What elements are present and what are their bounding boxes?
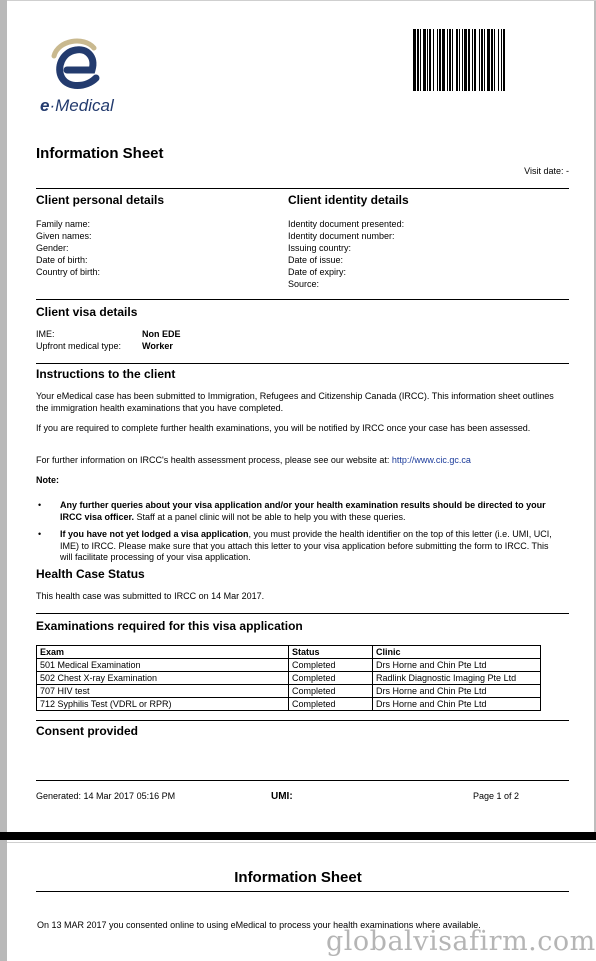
- table-header-row: [37, 646, 541, 659]
- footer-divider: [36, 780, 569, 781]
- page-2-title: Information Sheet: [234, 869, 362, 886]
- status-cell: Completed: [289, 685, 373, 698]
- ircc-website-link[interactable]: http://www.cic.gc.ca: [391, 455, 471, 465]
- personal-field-list: [36, 218, 100, 278]
- clinic-cell: Drs Horne and Chin Pte Ltd: [373, 685, 541, 698]
- table-row: [37, 659, 541, 672]
- column-header: Exam: [37, 646, 289, 659]
- clinic-cell: Drs Horne and Chin Pte Ltd: [373, 659, 541, 672]
- exam-cell: 707 HIV test: [37, 685, 289, 698]
- bullet-icon: •: [38, 529, 42, 539]
- table-row: [37, 698, 541, 711]
- table-row: [37, 685, 541, 698]
- identity-details-heading: Client identity details: [288, 193, 409, 207]
- emedical-logo-text: e·Medical: [40, 96, 114, 115]
- visit-date: Visit date: -: [524, 166, 569, 176]
- field-label: Identity document presented:: [288, 219, 405, 229]
- divider: [36, 363, 569, 364]
- left-margin-bar: [0, 840, 7, 961]
- visa-details-heading: Client visa details: [36, 305, 138, 319]
- barcode-icon: [413, 29, 569, 91]
- divider: [36, 891, 569, 892]
- bullet-icon: •: [38, 500, 42, 510]
- ime-label: IME:: [36, 329, 55, 339]
- field-label: Date of issue:: [288, 255, 344, 265]
- instructions-paragraph-3: For further information on IRCC's health assessment process, please see our website at: http://www.cic.gc.ca: [36, 455, 471, 465]
- page-separator: [0, 832, 596, 840]
- status-cell: Completed: [289, 672, 373, 685]
- page-title: Information Sheet: [36, 145, 164, 162]
- status-cell: Completed: [289, 659, 373, 672]
- medical-type-value: Worker: [142, 341, 173, 351]
- page-top-edge: [7, 0, 596, 1]
- health-case-status-text: This health case was submitted to IRCC on 14 Mar 2017.: [36, 591, 265, 601]
- field-label: Issuing country:: [288, 243, 352, 253]
- divider: [36, 720, 569, 721]
- left-margin-bar: [0, 0, 7, 832]
- identity-field-list: [288, 218, 404, 290]
- exam-cell: 502 Chest X-ray Examination: [37, 672, 289, 685]
- exam-cell: 712 Syphilis Test (VDRL or RPR): [37, 698, 289, 711]
- divider: [36, 188, 569, 189]
- watermark: globalvisafirm.com: [326, 926, 596, 957]
- instructions-paragraph-2: If you are required to complete further health examinations, you will be notified by IRCC once your case has been assessed.: [36, 423, 531, 433]
- instructions-paragraph-1: Your eMedical case has been submitted to Immigration, Refugees and Citizenship Canada (IRCC). This information sheet outlines the immigration health examinations that you have completed.: [36, 391, 554, 413]
- page-number: Page 1 of 2: [473, 791, 520, 801]
- ime-value: Non EDE: [142, 329, 181, 339]
- field-label: Date of birth:: [36, 255, 88, 265]
- field-label: Source:: [288, 279, 320, 289]
- table-row: [37, 672, 541, 685]
- bullet-item-1: Any further queries about your visa application and/or your health examination results should be directed to your IRCC visa officer. Staff at a panel clinic will not be able to help you with these queries.: [60, 500, 546, 522]
- instructions-heading: Instructions to the client: [36, 367, 176, 381]
- divider: [36, 299, 569, 300]
- clinic-cell: Radlink Diagnostic Imaging Pte Ltd: [373, 672, 541, 685]
- column-header: Clinic: [373, 646, 541, 659]
- clinic-cell: Drs Horne and Chin Pte Ltd: [373, 698, 541, 711]
- examinations-heading: Examinations required for this visa application: [36, 619, 303, 633]
- exam-cell: 501 Medical Examination: [37, 659, 289, 672]
- health-case-status-heading: Health Case Status: [36, 567, 145, 581]
- consent-text: On 13 MAR 2017 you consented online to using eMedical to process your health examinations where available.: [37, 920, 481, 930]
- personal-details-heading: Client personal details: [36, 193, 165, 207]
- field-label: Country of birth:: [36, 267, 101, 277]
- note-label: Note:: [36, 475, 59, 485]
- barcode-bar: [503, 29, 505, 91]
- field-label: Family name:: [36, 219, 91, 229]
- generated-date: Generated: 14 Mar 2017 05:16 PM: [36, 791, 176, 801]
- column-header: Status: [289, 646, 373, 659]
- examinations-table: [36, 645, 541, 711]
- status-cell: Completed: [289, 698, 373, 711]
- field-label: Gender:: [36, 243, 69, 253]
- bullet-item-2: If you have not yet lodged a visa application, you must provide the health identifier on the top of this letter (i.e. UMI, UCI, IME) to IRCC. Please make sure that you attach this letter to your visa application before submitting the form to IRCC. This will facilitate processing of your visa application.: [60, 529, 552, 562]
- field-label: Identity document number:: [288, 231, 395, 241]
- field-label: Date of expiry:: [288, 267, 347, 277]
- medical-type-label: Upfront medical type:: [36, 341, 122, 351]
- umi-label: UMI:: [271, 791, 293, 802]
- page-top-edge: [7, 842, 596, 843]
- consent-heading: Consent provided: [36, 724, 139, 738]
- divider: [36, 613, 569, 614]
- field-label: Given names:: [36, 231, 92, 241]
